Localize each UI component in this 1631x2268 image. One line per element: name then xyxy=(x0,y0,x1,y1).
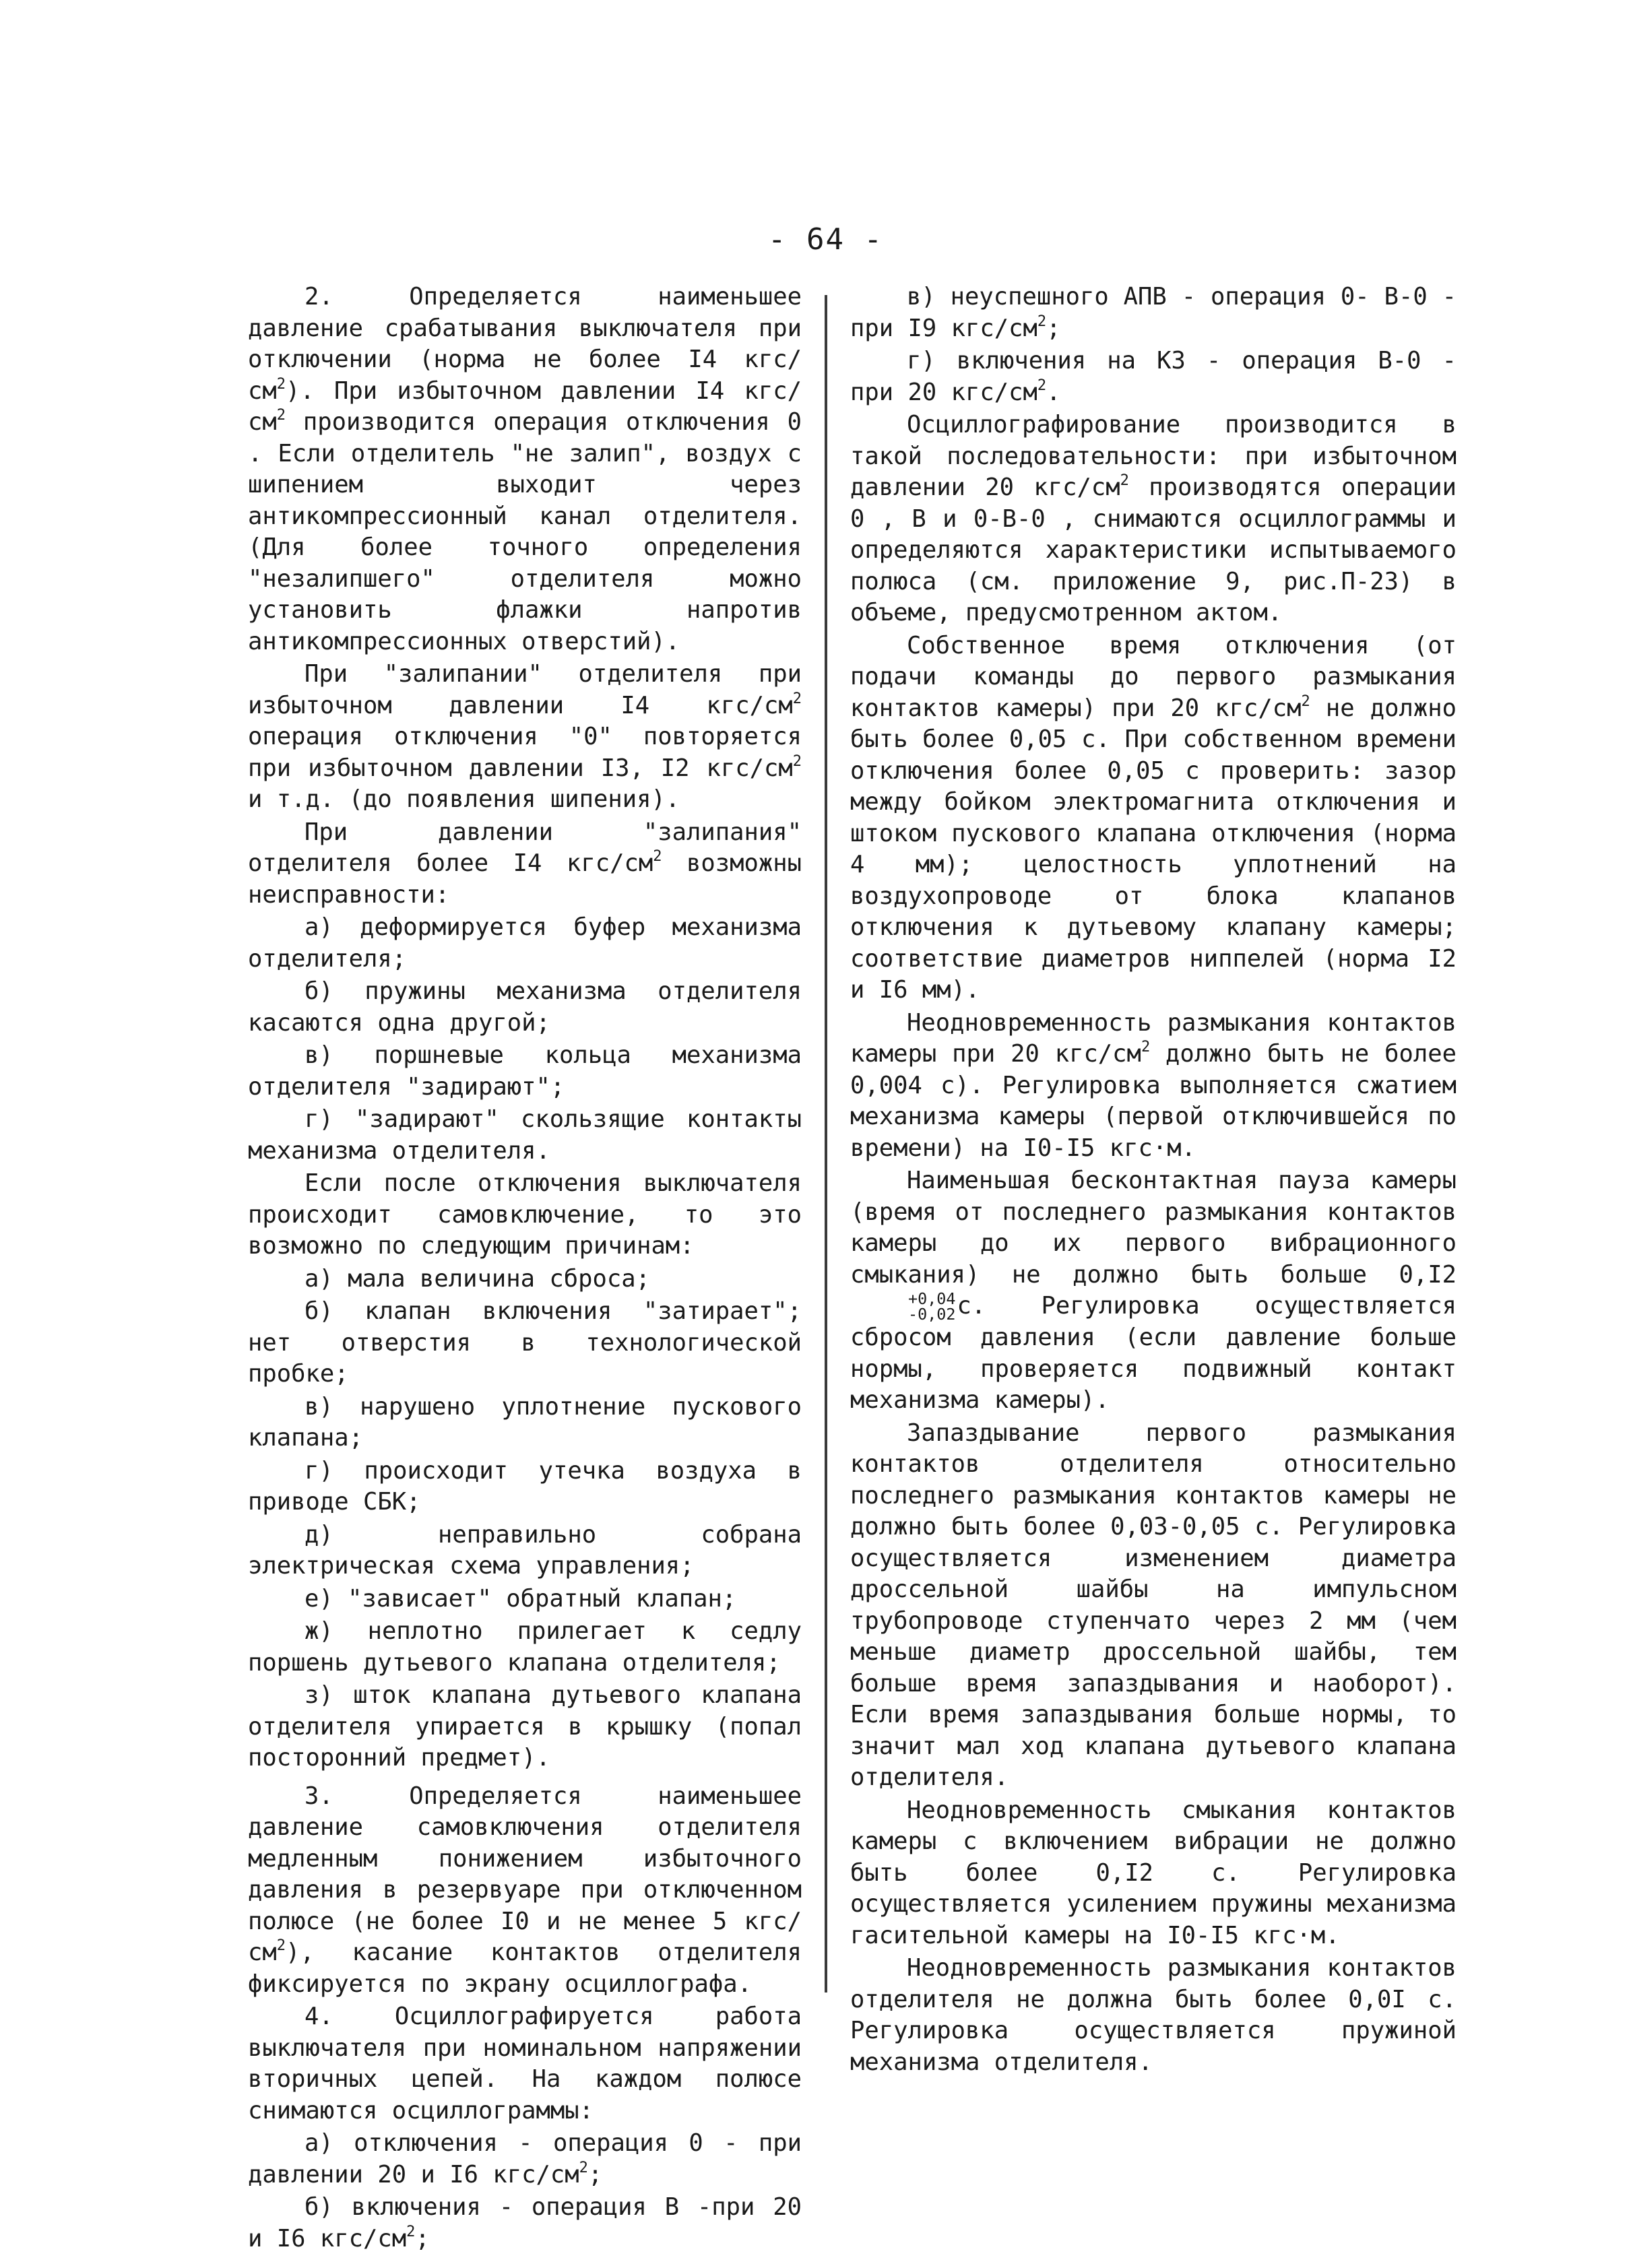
text: и т.д. (до появления шипения). xyxy=(248,785,680,813)
superscript: 2 xyxy=(653,848,662,866)
paragraph-own-time xyxy=(850,630,1457,1006)
text: производятся операции 0 , В и 0-В-0 , снимаются осциллограммы и определяются характеристики испытываемого полюса (см. приложение 9, рис.П-23) в объеме, предусмотренном актом. xyxy=(850,474,1457,626)
list-item xyxy=(248,2128,802,2191)
text: а) отключения - операция 0 - при давлении 20 и I6 кгс/см xyxy=(248,2129,802,2189)
text: При давлении "залипания" отделителя более I4 кгс/см xyxy=(248,818,802,877)
tolerance-upper: +0,04 xyxy=(908,1289,956,1308)
text: . xyxy=(1046,378,1061,406)
list-item: б) пружины механизма отделителя касаются одна другой; xyxy=(248,977,802,1037)
superscript: 2 xyxy=(1141,1039,1151,1056)
text: ; xyxy=(415,2224,430,2253)
text: Наименьшая бесконтактная пауза камеры (время от последнего размыкания контактов камеры до их первого вибрационного смыкания) не должно быть больше 0,I2 xyxy=(850,1167,1457,1289)
text: ; xyxy=(587,2160,603,2189)
list-item: д) неправильно собрана электрическая схема управления; xyxy=(248,1520,802,1580)
paragraph-separator-opening: Неодновременность размыкания контактов отделителя не должна быть более 0,0I с. Регулировка осуществляется пружиной механизма отделителя. xyxy=(850,1954,1457,2076)
text: Осциллографирование производится в такой последовательности: при избыточном давлении 20 кгс/см xyxy=(850,411,1457,501)
list-item: б) клапан включения "затирает"; нет отверстия в технологической пробке; xyxy=(248,1297,802,1388)
superscript: 2 xyxy=(1037,377,1047,394)
list-item: а) деформируется буфер механизма отделителя; xyxy=(248,913,802,973)
list-item: е) "зависает" обратный клапан; xyxy=(305,1584,737,1613)
paragraph-delay: Запаздывание первого размыкания контактов отделителя относительно последнего размыкания контактов камеры не должно быть более 0,03-0,05 с. Регулировка осуществляется изменением диаметра дроссельной шайбы на импульсном трубопроводе ступенчато через 2 мм (чем меньше диаметр дроссельной шайбы, тем больше время запаздывания и наоборот). Если время запаздывания больше нормы, то значит мал ход клапана дутьевого клапана отделителя. xyxy=(850,1419,1457,1792)
text: не должно быть более 0,05 с. При собственном времени отключения более 0,05 с проверить: зазор между бойком электромагнита отключения и штоком пускового клапана отключения (норма 4 мм); целостность уплотнений на воздухопроводе от блока клапанов отключения к дутьевому клапану камеры; соответствие диаметров ниппелей (норма I2 и I6 мм). xyxy=(850,694,1457,1004)
text: с. Регулировка осуществляется сбросом давления (если давление больше нормы, проверяется подвижный контакт механизма камеры). xyxy=(850,1292,1457,1415)
list-item xyxy=(850,346,1457,408)
text: производится операция отключения 0 . Если отделитель "не залип", воздух с шипением выходит через антикомпрессионный канал отделителя. (Для более точного определения "незалипшего" отделителя можно установить флажки напротив антикомпрессионных отверстий). xyxy=(248,408,802,655)
paragraph-self-closing: Если после отключения выключателя происходит самовключение, то это возможно по следующим причинам: xyxy=(248,1169,802,1260)
superscript: 2 xyxy=(1301,692,1310,710)
paragraph-oscillography xyxy=(850,410,1457,629)
tolerance xyxy=(852,1291,956,1323)
paragraph-faults-intro xyxy=(248,817,802,911)
list-item xyxy=(248,2192,802,2255)
text: операция отключения "0" повторяется при избыточном давлении I3, I2 кгс/см xyxy=(248,723,802,782)
list-item: в) нарушено уплотнение пускового клапана; xyxy=(248,1392,802,1452)
paragraph-item-2 xyxy=(248,282,802,657)
list-item: з) шток клапана дутьевого клапана отделителя упирается в крышку (попал посторонний предмет). xyxy=(248,1681,802,1772)
text: 3. Определяется наименьшее давление самовключения отделителя медленным понижением избыточного давления в резервуаре при отключенном полюсе (не более I0 и не менее 5 кгс/см xyxy=(248,1782,802,1966)
text: возможны неисправности: xyxy=(248,849,802,909)
text: ), касание контактов отделителя фиксируется по экрану осциллографа. xyxy=(248,1939,802,1998)
superscript: 2 xyxy=(276,407,286,424)
text: Неодновременность размыкания контактов камеры при 20 кгс/см xyxy=(850,1008,1457,1068)
column-divider xyxy=(825,295,827,1992)
list-item xyxy=(850,282,1457,344)
text: должно быть не более 0,004 с). Регулировка выполняется сжатием механизма камеры (первой отключившейся по времени) на I0-I5 кгс·м. xyxy=(850,1040,1457,1162)
superscript: 2 xyxy=(276,375,286,393)
tolerance-lower: -0,02 xyxy=(908,1305,956,1324)
superscript: 2 xyxy=(792,752,802,770)
page-number: - 64 - xyxy=(768,222,883,257)
text: При "залипании" отделителя при избыточном давлении I4 кгс/см xyxy=(248,660,802,719)
superscript: 2 xyxy=(406,2223,416,2240)
text: в) неуспешного АПВ - операция 0- В-0 - при I9 кгс/см xyxy=(850,283,1457,342)
text: г) включения на КЗ - операция В-0 - при 20 кгс/см xyxy=(850,347,1457,406)
list-item: г) "задирают" скользящие контакты механизма отделителя. xyxy=(248,1105,802,1165)
paragraph-closing: Неодновременность смыкания контактов камеры с включением вибрации не должно быть более 0,I2 с. Регулировка осуществляется усилением пружины механизма гасительной камеры на I0-I5 кгс·м. xyxy=(850,1796,1457,1949)
superscript: 2 xyxy=(1037,313,1047,330)
text: 2. Определяется наименьшее давление срабатывания выключателя при отключении (норма не более I4 кгс/см xyxy=(248,283,802,405)
paragraph-sticking xyxy=(248,659,802,816)
list-item: а) мала величина сброса; xyxy=(305,1264,650,1293)
text: Собственное время отключения (от подачи команды до первого размыкания контактов камеры) при 20 кгс/см xyxy=(850,631,1457,722)
superscript: 2 xyxy=(1120,472,1129,490)
text: ). При избыточном давлении I4 кгс/см xyxy=(248,377,802,436)
list-item: г) происходит утечка воздуха в приводе СБК; xyxy=(248,1456,802,1516)
paragraph-pause xyxy=(850,1165,1457,1417)
list-item: в) поршневые кольца механизма отделителя "задирают"; xyxy=(248,1041,802,1101)
list-item: ж) неплотно прилегает к седлу поршень дутьевого клапана отделителя; xyxy=(248,1617,802,1677)
superscript: 2 xyxy=(792,690,802,707)
paragraph-non-simultaneity xyxy=(850,1008,1457,1165)
right-column xyxy=(850,282,1457,2079)
text: ; xyxy=(1046,314,1061,342)
superscript: 2 xyxy=(276,1937,286,1955)
paragraph-item-4: 4. Осциллографируется работа выключателя при номинальном напряжении вторичных цепей. На каждом полюсе снимаются осциллограммы: xyxy=(248,2003,802,2125)
paragraph-item-3 xyxy=(248,1781,802,2001)
left-column xyxy=(248,282,802,2256)
superscript: 2 xyxy=(579,2159,588,2176)
text: б) включения - операция В -при 20 и I6 кгс/см xyxy=(248,2193,802,2253)
